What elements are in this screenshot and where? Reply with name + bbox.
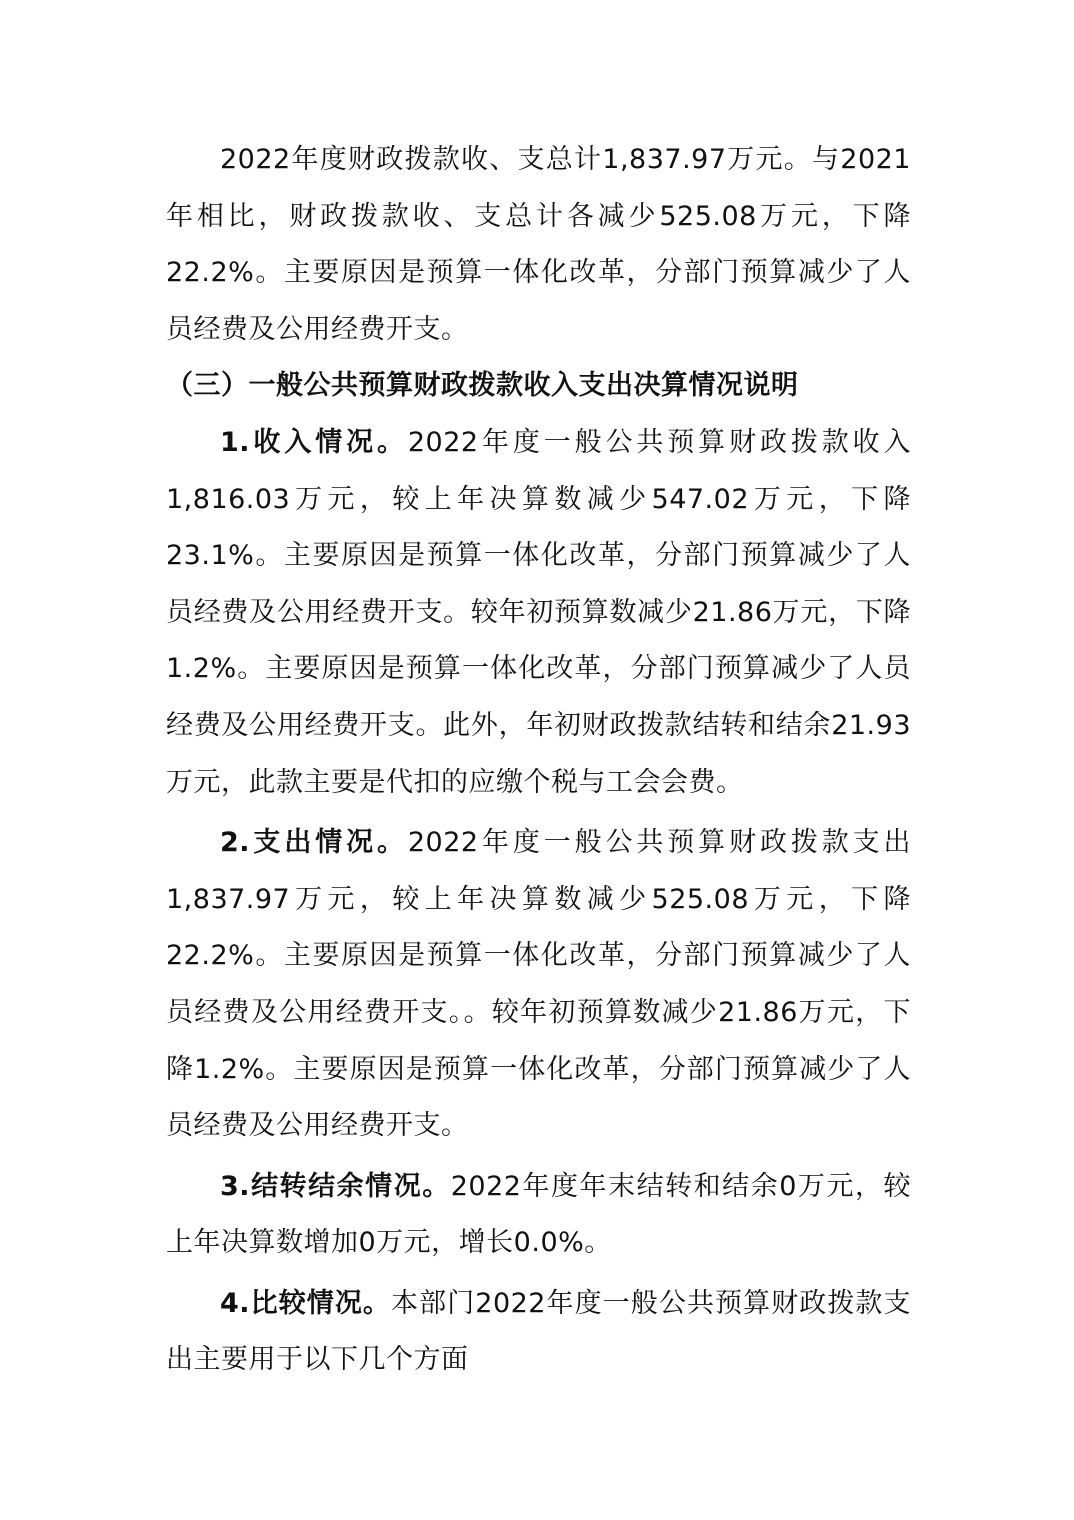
paragraph-income [166, 415, 911, 811]
section-heading-3: （三）一般公共预算财政拨款收入支出决算情况说明 [166, 370, 799, 402]
paragraph-comparison [166, 1276, 911, 1389]
comparison-text: 本部门2022年度一般公共预算财政拨款支出主要用于以下几个方面 [166, 1287, 912, 1376]
carryover-lead: 3.结转结余情况。 [220, 1170, 451, 1202]
income-lead: 1.收入情况。 [220, 426, 408, 458]
paragraph-expense [166, 815, 911, 1155]
carryover-text: 2022年度年末结转和结余0万元，较上年决算数增加0万元，增长0.0%。 [166, 1170, 911, 1259]
paragraph-fiscal-total: 2022年度财政拨款收、支总计1,837.97万元。与2021年相比，财政拨款收、支总计各减少525.08万元，下降22.2%。主要原因是预算一体化改革，分部门预算减少了人员经费及公用经费开支。 [166, 144, 911, 345]
expense-lead: 2.支出情况。 [220, 827, 408, 859]
paragraph-carryover [166, 1159, 911, 1272]
expense-text: 2022年度一般公共预算财政拨款支出1,837.97万元，较上年决算数减少525.08万元，下降22.2%。主要原因是预算一体化改革，分部门预算减少了人员经费及公用经费开支。。较年初预算数减少21.86万元，下降1.2%。主要原因是预算一体化改革，分部门预算减少了人员经费及公用经费开支。 [166, 827, 912, 1142]
comparison-lead: 4.比较情况。 [220, 1287, 392, 1319]
document-page [166, 132, 911, 1389]
income-text: 2022年度一般公共预算财政拨款收入1,816.03万元，较上年决算数减少547.02万元，下降23.1%。主要原因是预算一体化改革，分部门预算减少了人员经费及公用经费开支。较年初预算数减少21.86万元，下降1.2%。主要原因是预算一体化改革，分部门预算减少了人员经费及公用经费开支。此外，年初财政拨款结转和结余21.93万元，此款主要是代扣的应缴个税与工会会费。 [166, 426, 912, 798]
